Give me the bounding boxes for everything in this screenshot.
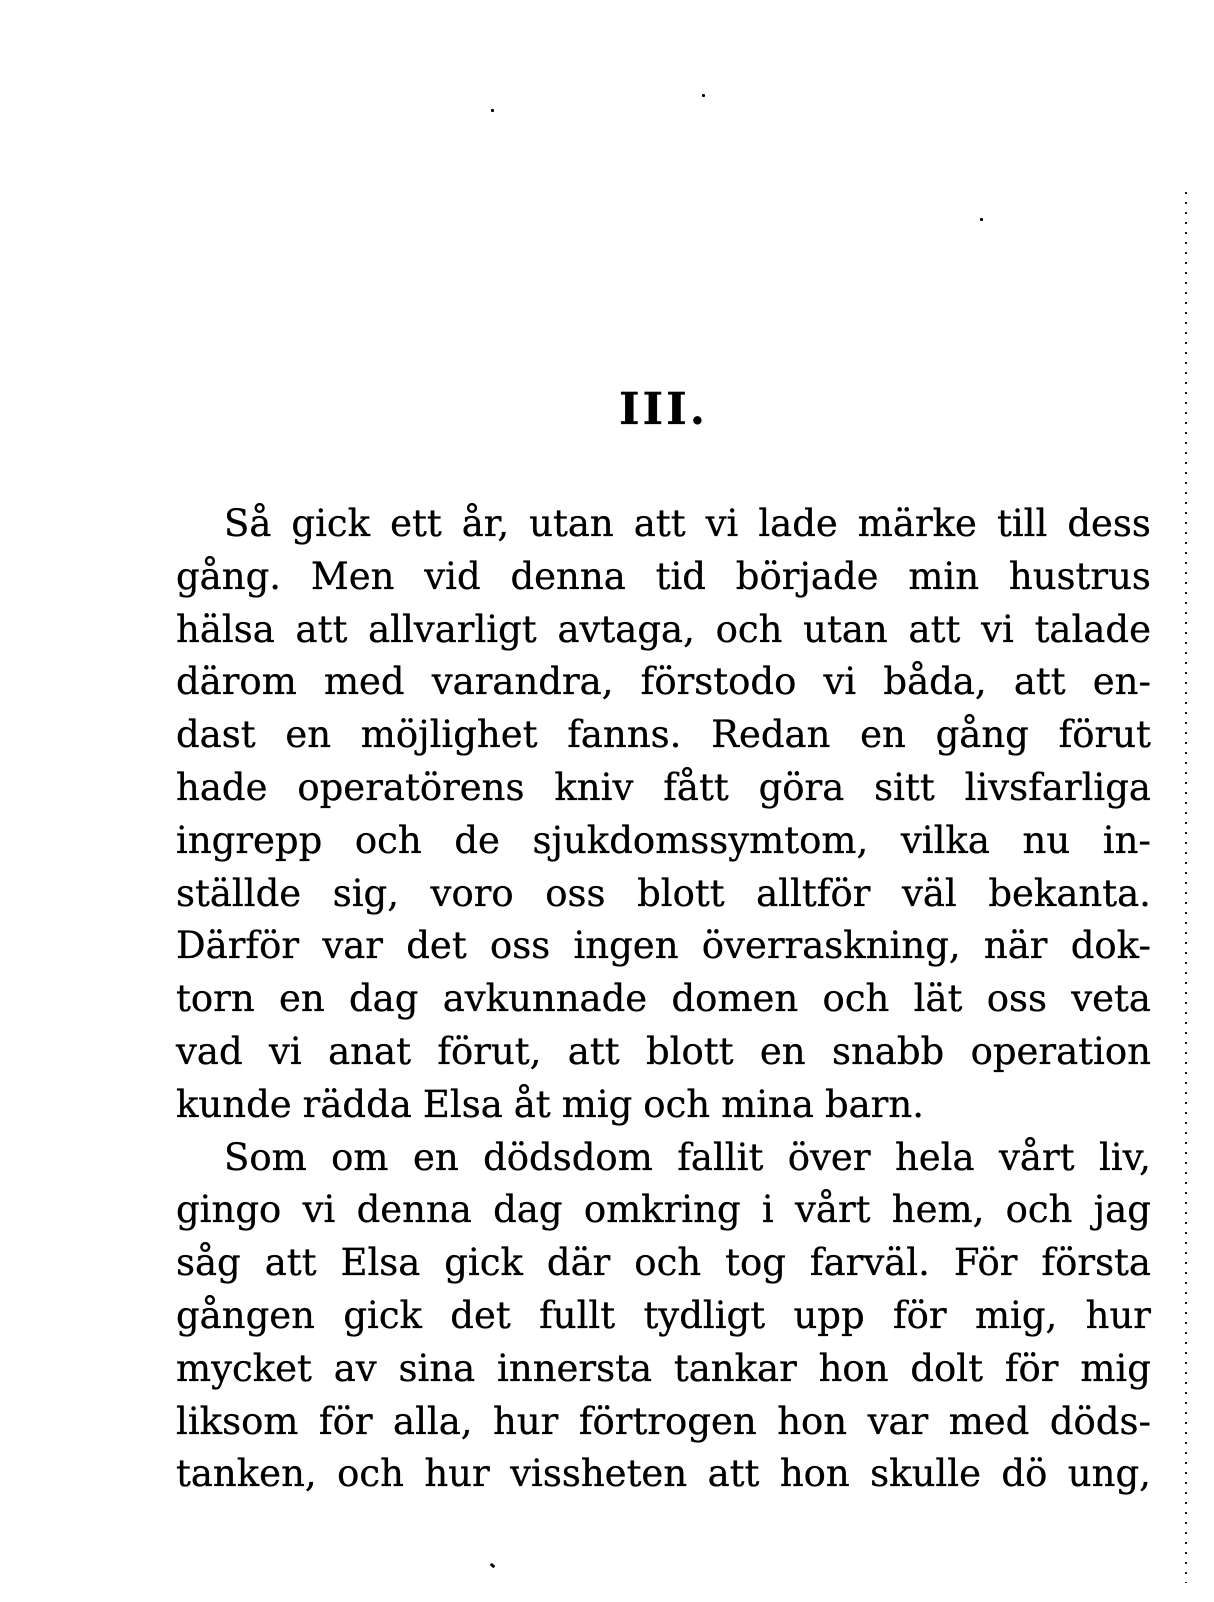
text-line: torn en dag avkunnade domen och lät oss veta: [176, 977, 1151, 1021]
text-line: kunde rädda Elsa åt mig och mina barn.: [176, 1082, 924, 1126]
body-text-block: [176, 498, 1151, 1501]
text-line: liksom för alla, hur förtrogen hon var med döds-: [176, 1399, 1151, 1443]
text-line: dast en möjlighet fanns. Redan en gång förut: [176, 713, 1151, 757]
text-line: mycket av sina innersta tankar hon dolt för mig: [176, 1346, 1151, 1390]
text-line: vad vi anat förut, att blott en snabb operation: [176, 1029, 1151, 1073]
chapter-number-heading: III.: [618, 384, 709, 435]
text-line: gång. Men vid denna tid började min hustrus: [176, 554, 1151, 598]
text-line: gången gick det fullt tydligt upp för mig, hur: [176, 1293, 1151, 1337]
text-line: hälsa att allvarligt avtaga, och utan att vi talade: [176, 607, 1151, 651]
text-line: därom med varandra, förstodo vi båda, att en-: [176, 660, 1151, 704]
scan-speck: [702, 94, 705, 97]
scan-artifact-right-edge-dots: [1185, 192, 1187, 1583]
scan-speck: [491, 109, 494, 112]
text-line: ställde sig, voro oss blott alltför väl bekanta.: [176, 871, 1151, 915]
text-line: Så gick ett år, utan att vi lade märke till dess: [224, 502, 1151, 545]
text-line: såg att Elsa gick där och tog farväl. För första: [176, 1241, 1151, 1285]
scan-speck: [980, 218, 983, 221]
scan-speck: [490, 1563, 496, 1569]
text-line: Därför var det oss ingen överraskning, när dok-: [176, 924, 1151, 968]
text-line: hade operatörens kniv fått göra sitt livsfarliga: [176, 765, 1151, 809]
text-line: gingo vi denna dag omkring i vårt hem, och jag: [176, 1188, 1151, 1232]
text-line: tanken, och hur vissheten att hon skulle dö ung,: [176, 1452, 1151, 1496]
text-line: Som om en dödsdom fallit över hela vårt liv,: [224, 1135, 1151, 1179]
text-line: ingrepp och de sjukdomssymtom, vilka nu in-: [176, 818, 1151, 862]
